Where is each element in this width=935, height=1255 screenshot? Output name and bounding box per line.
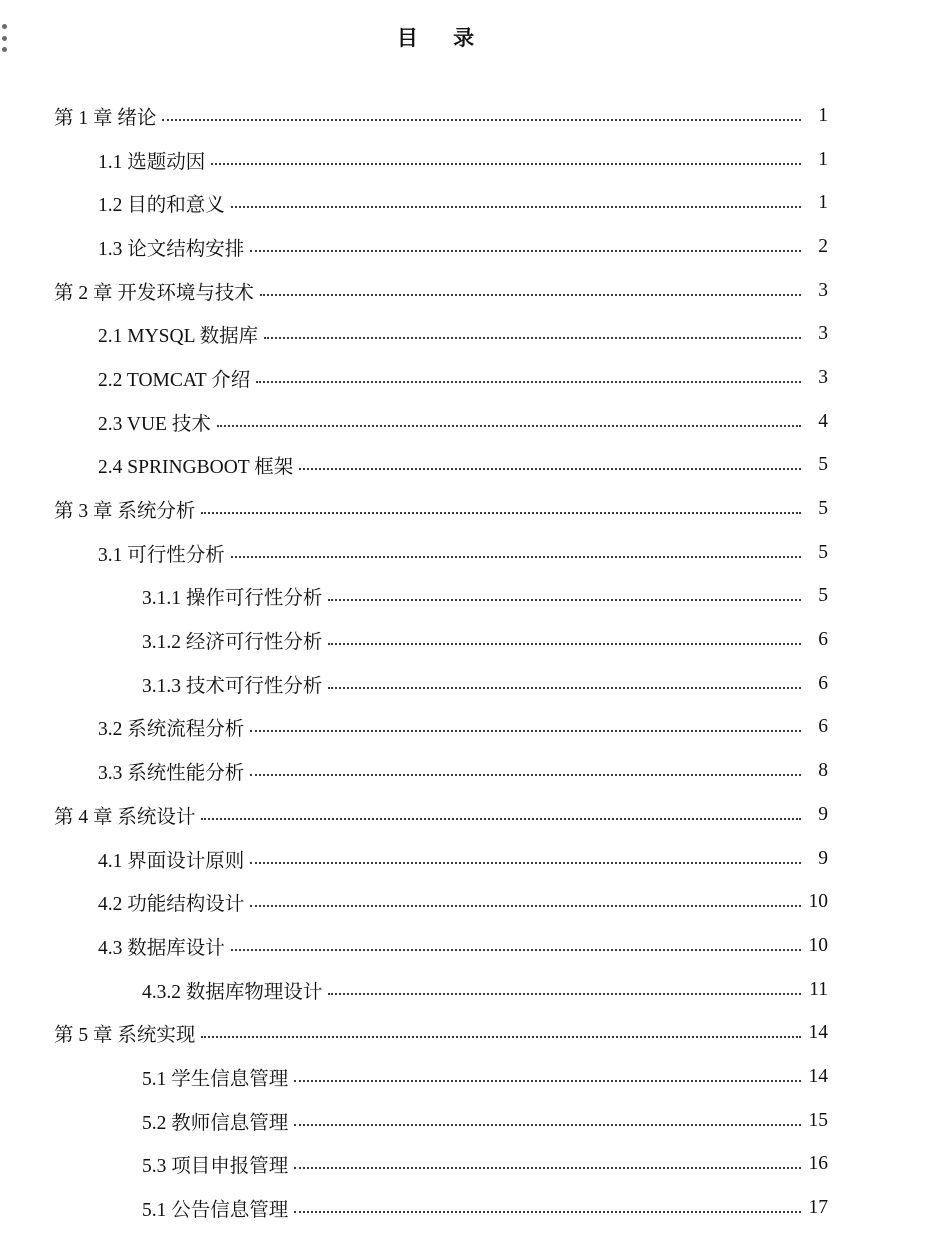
toc-entry-label: 2.1 MYSQL 数据库	[98, 326, 259, 348]
toc-entry-label: 3.2 系统流程分析	[98, 719, 245, 741]
toc-dot-leader	[328, 687, 801, 689]
toc-dot-leader	[231, 556, 801, 558]
toc-dot-leader	[250, 250, 801, 252]
toc-entry-label: 1.2 目的和意义	[98, 195, 225, 217]
toc-dot-leader	[256, 381, 801, 383]
toc-entry-label: 3.1.2 经济可行性分析	[142, 632, 323, 654]
toc-entry[interactable]	[0, 444, 935, 488]
toc-entry[interactable]	[0, 968, 935, 1012]
toc-dot-leader	[201, 512, 801, 514]
toc-entry[interactable]	[0, 662, 935, 706]
toc-entry[interactable]	[0, 793, 935, 837]
toc-entry-label: 第 4 章 系统设计	[54, 806, 196, 828]
toc-entry-page-number: 1	[818, 148, 828, 170]
toc-dot-leader	[328, 599, 801, 601]
toc-entry[interactable]	[0, 356, 935, 400]
toc-entry-page-number: 6	[818, 672, 828, 694]
toc-entry-label: 3.1.3 技术可行性分析	[142, 675, 323, 697]
toc-entry-page-number: 9	[818, 803, 828, 825]
toc-entry[interactable]	[0, 880, 935, 924]
toc-entry-page-number: 3	[818, 279, 828, 301]
toc-entry[interactable]	[0, 1055, 935, 1099]
toc-entry[interactable]	[0, 400, 935, 444]
toc-dot-leader	[294, 1211, 801, 1213]
toc-dot-leader	[328, 643, 801, 645]
toc-entry-label: 2.2 TOMCAT 介绍	[98, 369, 251, 391]
toc-dot-leader	[231, 949, 801, 951]
toc-dot-leader	[294, 1124, 801, 1126]
toc-entry-page-number: 5	[818, 585, 828, 607]
toc-entry[interactable]	[0, 1099, 935, 1143]
toc-dot-leader	[231, 206, 801, 208]
toc-entry[interactable]	[0, 618, 935, 662]
toc-entry[interactable]	[0, 1143, 935, 1187]
toc-entry-label: 4.3 数据库设计	[98, 937, 225, 959]
toc-entry-page-number: 11	[809, 978, 828, 1000]
toc-entry-page-number: 9	[818, 847, 828, 869]
toc-entry[interactable]	[0, 138, 935, 182]
toc-entry[interactable]	[0, 749, 935, 793]
toc-entry[interactable]	[0, 487, 935, 531]
page-title: 目 录	[396, 25, 489, 50]
toc-entry-label: 2.3 VUE 技术	[98, 413, 211, 435]
toc-entry[interactable]	[0, 181, 935, 225]
toc-entry-label: 第 5 章 系统实现	[54, 1025, 196, 1047]
toc-entry-label: 第 3 章 系统分析	[54, 501, 196, 523]
toc-entry-label: 4.1 界面设计原则	[98, 850, 245, 872]
toc-entry-page-number: 5	[818, 541, 828, 563]
toc-entry-page-number: 16	[808, 1153, 828, 1175]
toc-entry-page-number: 5	[818, 498, 828, 520]
table-of-contents	[0, 94, 935, 1230]
toc-dot-leader	[250, 730, 801, 732]
toc-entry-page-number: 2	[818, 235, 828, 257]
toc-dot-leader	[299, 468, 801, 470]
toc-entry-page-number: 6	[818, 629, 828, 651]
toc-dot-leader	[294, 1080, 801, 1082]
toc-entry[interactable]	[0, 531, 935, 575]
toc-entry-page-number: 4	[818, 410, 828, 432]
toc-entry-page-number: 6	[818, 716, 828, 738]
toc-entry[interactable]	[0, 94, 935, 138]
toc-entry-label: 3.1 可行性分析	[98, 544, 225, 566]
toc-entry-label: 4.3.2 数据库物理设计	[142, 981, 323, 1003]
toc-dot-leader	[217, 425, 801, 427]
toc-entry[interactable]	[0, 575, 935, 619]
toc-entry-label: 1.1 选题动因	[98, 151, 206, 173]
toc-entry[interactable]	[0, 924, 935, 968]
toc-entry-page-number: 17	[808, 1197, 828, 1219]
toc-dot-leader	[294, 1167, 801, 1169]
toc-entry-page-number: 3	[818, 323, 828, 345]
toc-entry[interactable]	[0, 837, 935, 881]
toc-dot-leader	[201, 818, 801, 820]
toc-entry-label: 1.3 论文结构安排	[98, 238, 245, 260]
toc-entry-page-number: 14	[808, 1022, 828, 1044]
toc-entry-page-number: 5	[818, 454, 828, 476]
toc-entry-label: 4.2 功能结构设计	[98, 894, 245, 916]
toc-entry-label: 第 1 章 绪论	[54, 107, 157, 129]
toc-dot-leader	[250, 774, 801, 776]
toc-dot-leader	[250, 905, 801, 907]
toc-entry[interactable]	[0, 706, 935, 750]
toc-entry-page-number: 1	[818, 192, 828, 214]
toc-entry[interactable]	[0, 1186, 935, 1230]
toc-dot-leader	[250, 862, 801, 864]
toc-dot-leader	[264, 337, 801, 339]
toc-dot-leader	[201, 1036, 801, 1038]
toc-entry-label: 2.4 SPRINGBOOT 框架	[98, 457, 294, 479]
toc-dot-leader	[162, 119, 801, 121]
toc-entry-page-number: 8	[818, 760, 828, 782]
toc-dot-leader	[328, 993, 801, 995]
toc-entry-label: 3.3 系统性能分析	[98, 763, 245, 785]
toc-entry-page-number: 10	[808, 934, 828, 956]
toc-entry-page-number: 3	[818, 366, 828, 388]
toc-entry-page-number: 15	[808, 1109, 828, 1131]
toc-entry-label: 5.1 学生信息管理	[142, 1068, 289, 1090]
toc-entry-label: 5.1 公告信息管理	[142, 1200, 289, 1222]
toc-entry[interactable]	[0, 225, 935, 269]
toc-entry-label: 第 2 章 开发环境与技术	[54, 282, 254, 304]
toc-entry[interactable]	[0, 1011, 935, 1055]
toc-entry-page-number: 14	[808, 1065, 828, 1087]
toc-entry-page-number: 10	[808, 891, 828, 913]
toc-entry-label: 3.1.1 操作可行性分析	[142, 588, 323, 610]
toc-dot-leader	[211, 163, 801, 165]
toc-entry[interactable]	[0, 312, 935, 356]
toc-entry[interactable]	[0, 269, 935, 313]
toc-entry-label: 5.2 教师信息管理	[142, 1112, 289, 1134]
toc-entry-label: 5.3 项目申报管理	[142, 1156, 289, 1178]
toc-entry-page-number: 1	[818, 104, 828, 126]
toc-dot-leader	[260, 294, 801, 296]
